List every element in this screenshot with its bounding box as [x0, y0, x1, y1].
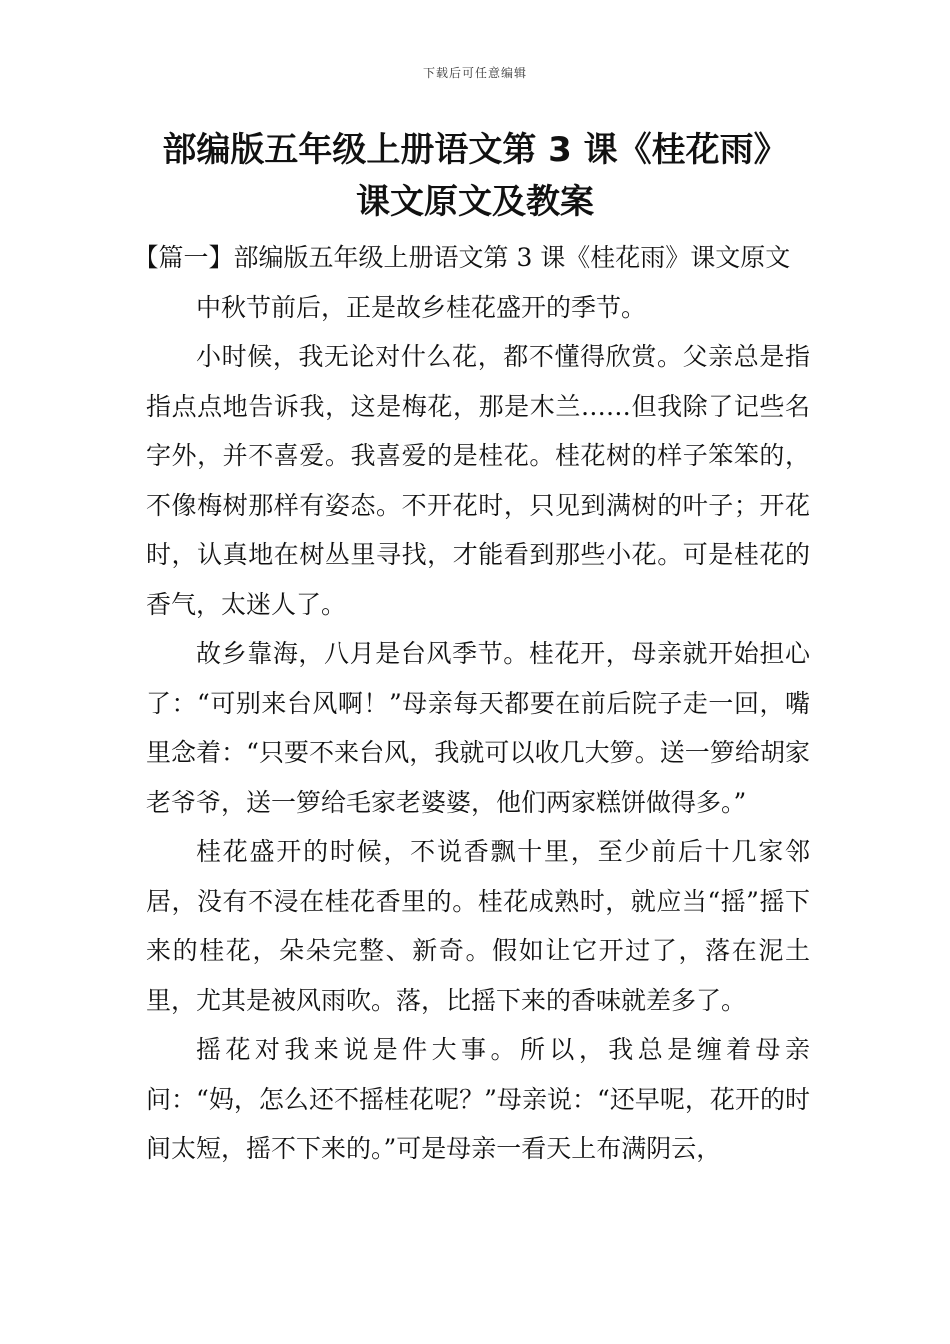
paragraph-3: 故乡靠海，八月是台风季节。桂花开，母亲就开始担心了：“可别来台风啊！”母亲每天都要在前后院子走一回，嘴里念着：“只要不来台风，我就可以收几大箩。送一箩给胡家老爷爷，送一箩给毛家老婆婆，他们两家糕饼做得多。”	[146, 639, 810, 817]
title-line-2: 课文原文及教案	[356, 182, 594, 222]
paragraph-1: 中秋节前后，正是故乡桂花盛开的季节。	[196, 292, 647, 322]
header-note: 下载后可任意编辑	[422, 66, 527, 80]
paragraph-5: 摇花对我来说是件大事。所以，我总是缠着母亲问：“妈，怎么还不摇桂花呢？”母亲说：“还早呢，花开的时间太短，摇不下来的。”可是母亲一看天上布满阴云，	[146, 1035, 810, 1163]
paragraph-2: 小时候，我无论对什么花，都不懂得欣赏。父亲总是指指点点地告诉我，这是梅花，那是木兰……但我除了记些名字外，并不喜爱。我喜爱的是桂花。桂花树的样子笨笨的，不像梅树那样有姿态。不开花时，只见到满树的叶子；开花时，认真地在树丛里寻找，才能看到那些小花。可是桂花的香气，太迷人了。	[146, 342, 810, 619]
section-heading: 【篇一】部编版五年级上册语文第 3 课《桂花雨》课文原文	[133, 243, 791, 272]
paragraph-4: 桂花盛开的时候，不说香飘十里，至少前后十几家邻居，没有不浸在桂花香里的。桂花成熟时，就应当“摇”摇下来的桂花，朵朵完整、新奇。假如让它开过了，落在泥土里，尤其是被风雨吹。落，比摇下来的香味就差多了。	[146, 837, 810, 1015]
document-title	[100, 124, 850, 228]
document-body	[133, 233, 810, 1174]
title-line-1: 部编版五年级上册语文第 3 课《桂花雨》	[162, 130, 788, 170]
